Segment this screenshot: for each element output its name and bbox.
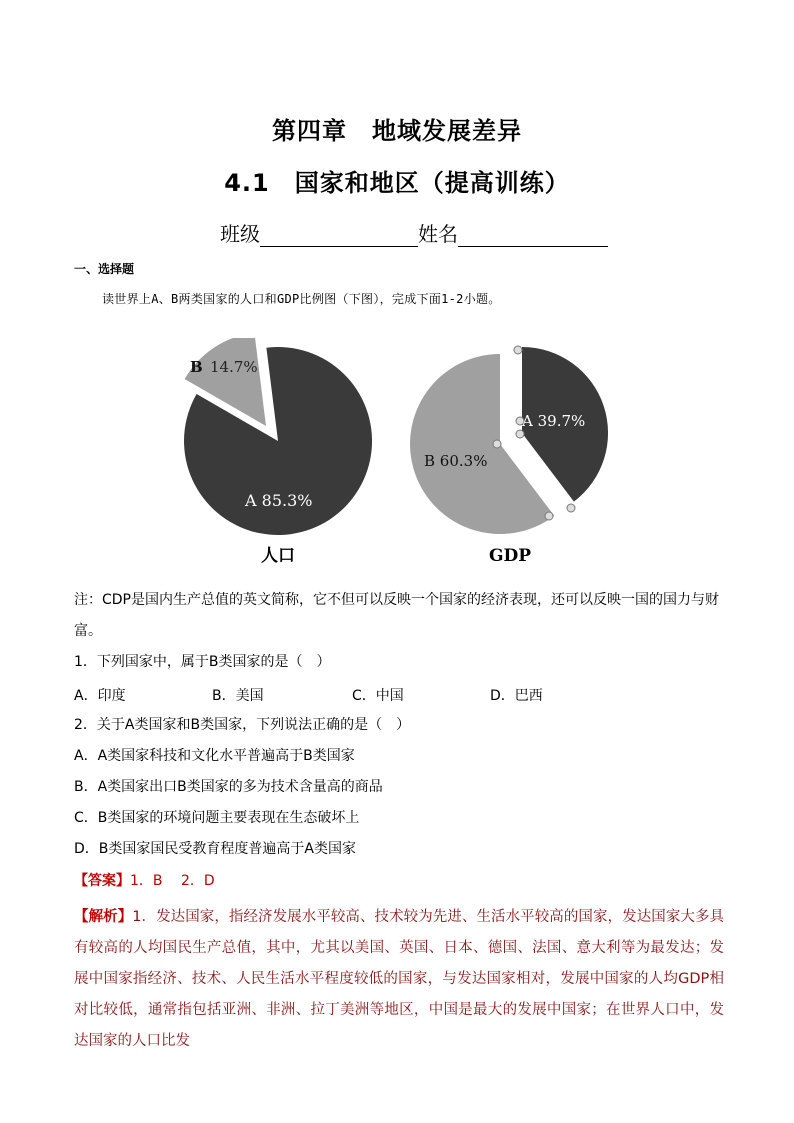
q1-option-a[interactable]: A．印度	[74, 688, 126, 704]
gdp-handle-center	[493, 440, 501, 448]
q1-option-d[interactable]: D．巴西	[490, 688, 543, 704]
name-blank[interactable]	[458, 224, 608, 247]
note-line-2: 富。	[74, 623, 102, 639]
question-intro: 读世界上A、B两类国家的人口和GDP比例图（下图），完成下面1-2小题。	[102, 292, 501, 306]
chapter-title: 第四章 地域发展差异	[272, 117, 522, 145]
answer-text: 1．B 2．D	[130, 873, 215, 889]
q1-option-c[interactable]: C．中国	[352, 688, 404, 704]
q2-option-c[interactable]: C．B类国家的环境问题主要表现在生态破坏上	[74, 810, 360, 826]
class-label: 班级	[220, 222, 260, 246]
gdp-chart-title: GDP	[488, 546, 532, 566]
note-line-1: 注：CDP是国内生产总值的英文简称，它不但可以反映一个国家的经济表现，还可以反映一国的国力与财	[74, 592, 719, 608]
pie-charts-figure	[170, 338, 620, 573]
population-label-b-value: 14.7%	[210, 358, 258, 376]
population-chart-title: 人口	[261, 546, 295, 566]
analysis-text: 1．发达国家，指经济发展水平较高、技术较为先进、生活水平较高的国家，发达国家大多具有较高的人均国民生产总值，其中，尤其以美国、英国、日本、德国、法国、意大利等为最发达；发展中国家指经济、技术、人民生活水平程度较低的国家，与发达国家相对，发展中国家的人均GDP相对比较低，通常指包括亚洲、非洲、拉丁美洲等地区，中国是最大的发展中国家；在世界人口中，发达国家的人口比发	[74, 909, 725, 1049]
gdp-label-b: B 60.3%	[424, 452, 488, 470]
q2-option-b[interactable]: B．A类国家出口B类国家的多为技术含量高的商品	[74, 779, 383, 795]
q2-option-a[interactable]: A．A类国家科技和文化水平普遍高于B类国家	[74, 748, 355, 764]
question-1-stem: 1．下列国家中，属于B类国家的是（ ）	[74, 654, 331, 670]
population-label-a: A 85.3%	[245, 491, 313, 510]
analysis-label: 【解析】	[74, 909, 133, 925]
lesson-title: 4.1 国家和地区（提高训练）	[224, 169, 570, 197]
population-label-b-letter: B	[190, 358, 203, 376]
class-blank[interactable]	[260, 224, 418, 247]
answer-label: 【答案】	[74, 873, 130, 889]
gdp-handle-top	[514, 346, 522, 354]
question-2-stem: 2．关于A类国家和B类国家，下列说法正确的是（ ）	[74, 717, 411, 733]
gdp-label-a: A 39.7%	[522, 412, 586, 430]
gdp-handle-left-lower	[516, 430, 524, 438]
answer-line	[74, 872, 215, 890]
q1-option-b[interactable]: B．美国	[212, 688, 264, 704]
student-info-line	[220, 218, 608, 247]
analysis-paragraph	[74, 902, 724, 1057]
q2-option-d[interactable]: D．B类国家国民受教育程度普遍高于A类国家	[74, 841, 356, 857]
gdp-handle-bottom-right	[567, 504, 575, 512]
name-label: 姓名	[418, 222, 458, 246]
gdp-handle-bottom	[545, 512, 553, 520]
section-title: 一、选择题	[74, 262, 135, 276]
